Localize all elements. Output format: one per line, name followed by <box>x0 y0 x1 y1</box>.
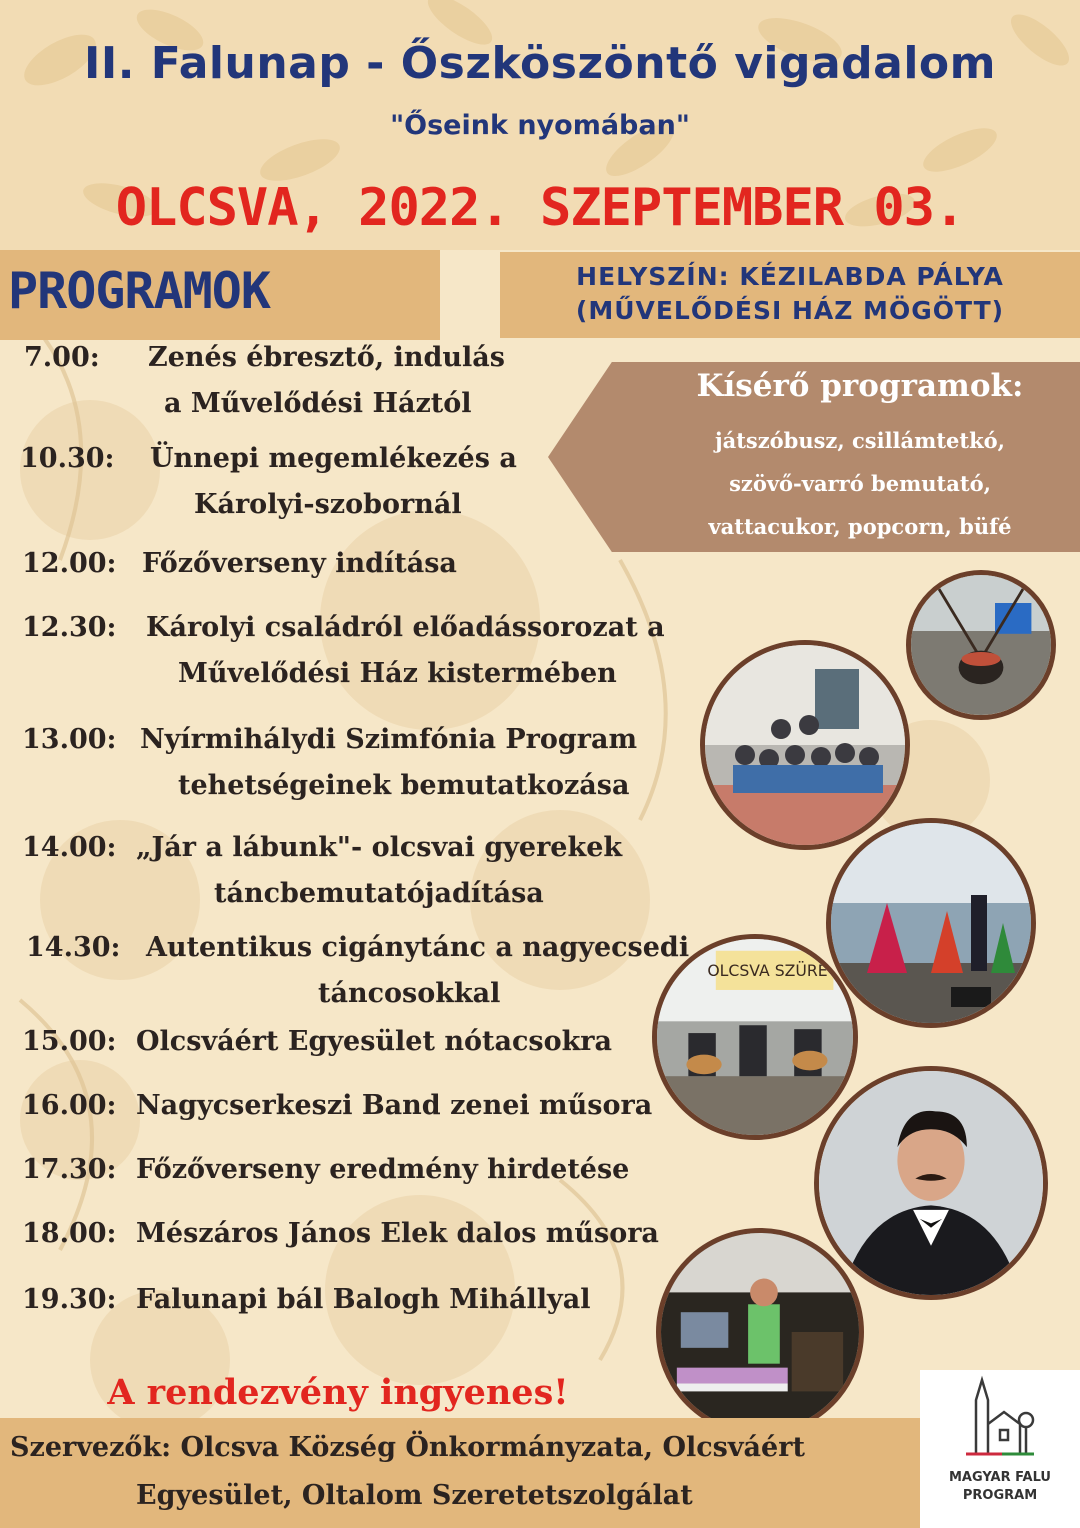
free-entry-notice: A rendezvény ingyenes! <box>107 1372 569 1413</box>
schedule-activity: tehetségeinek bemutatkozása <box>178 770 630 801</box>
schedule-activity: Zenés ébresztő, indulás <box>148 342 505 373</box>
schedule-time: 17.30: <box>22 1154 117 1185</box>
schedule-activity: Mészáros János Elek dalos műsora <box>136 1218 659 1249</box>
venue-line-1: HELYSZÍN: KÉZILABDA PÁLYA <box>576 262 1004 291</box>
schedule-activity: Autentikus cigánytánc a nagyecsedi <box>146 932 690 963</box>
schedule-time: 19.30: <box>22 1284 117 1315</box>
group-photo <box>700 640 910 850</box>
schedule-time: 18.00: <box>22 1218 117 1249</box>
schedule-activity: Főzőverseny eredmény hirdetése <box>136 1154 630 1185</box>
organizers-line-1: Szervezők: Olcsva Község Önkormányzata, Olcsváért <box>10 1432 805 1463</box>
side-program-item: szövő-varró bemutató, <box>729 471 991 496</box>
schedule-activity: Ünnepi megemlékezés a <box>150 443 517 474</box>
schedule-activity: Művelődési Ház kistermében <box>178 658 617 689</box>
schedule-activity: táncosokkal <box>318 978 501 1009</box>
schedule-activity: táncbemutatójadítása <box>214 878 544 909</box>
schedule-time: 16.00: <box>22 1090 117 1121</box>
venue-line-2: (MŰVELŐDÉSI HÁZ MÖGÖTT) <box>575 296 1005 325</box>
logo-line-2: PROGRAM <box>962 1488 1038 1503</box>
schedule-activity: Károlyi-szobornál <box>194 489 462 520</box>
magyar-falu-logo <box>920 1370 1080 1528</box>
schedule-time: 15.00: <box>22 1026 117 1057</box>
schedule-activity: Károlyi családról előadássorozat a <box>146 612 665 643</box>
keyboard-musician-photo <box>656 1228 864 1436</box>
venue-box <box>500 252 1080 338</box>
logo-line-1: MAGYAR FALU <box>949 1470 1051 1485</box>
village-church-logo-icon <box>962 1374 1038 1458</box>
dance-performance-photo <box>826 818 1036 1028</box>
schedule-activity: Főzőverseny indítása <box>142 548 457 579</box>
event-date: OLCSVA, 2022. SZEPTEMBER 03. <box>115 178 965 238</box>
side-programs-title: Kísérő programok: <box>696 368 1024 404</box>
schedule-activity: Olcsváért Egyesület nótacsokra <box>136 1026 613 1057</box>
organizers-line-2: Egyesület, Oltalom Szeretetszolgálat <box>136 1480 693 1511</box>
cooking-pot-photo <box>906 570 1056 720</box>
schedule-time: 12.30: <box>22 612 117 643</box>
schedule-time: 14.30: <box>26 932 121 963</box>
music-band-photo <box>652 934 858 1140</box>
schedule-activity: Nyírmihálydi Szimfónia Program <box>140 724 638 755</box>
poster-subtitle: "Őseink nyomában" <box>390 110 690 141</box>
schedule-time: 7.00: <box>24 342 100 373</box>
schedule-activity: Falunapi bál Balogh Mihállyal <box>136 1284 591 1315</box>
side-program-item: vattacukor, popcorn, büfé <box>708 514 1012 539</box>
schedule-time: 13.00: <box>22 724 117 755</box>
poster-title: II. Falunap - Őszköszöntő vigadalom <box>83 38 996 89</box>
schedule-time: 12.00: <box>22 548 117 579</box>
programs-heading: PROGRAMOK <box>8 262 270 320</box>
banner-text: OLCSVA SZÜRETI <box>707 961 842 981</box>
side-program-item: játszóbusz, csillámtetkó, <box>715 428 1005 453</box>
singer-portrait-photo <box>814 1066 1048 1300</box>
schedule-activity: Nagycserkeszi Band zenei műsora <box>136 1090 653 1121</box>
schedule-time: 10.30: <box>20 443 115 474</box>
schedule-time: 14.00: <box>22 832 117 863</box>
schedule-activity: „Jár a lábunk"- olcsvai gyerekek <box>136 832 623 863</box>
schedule-activity: a Művelődési Háztól <box>164 388 472 419</box>
